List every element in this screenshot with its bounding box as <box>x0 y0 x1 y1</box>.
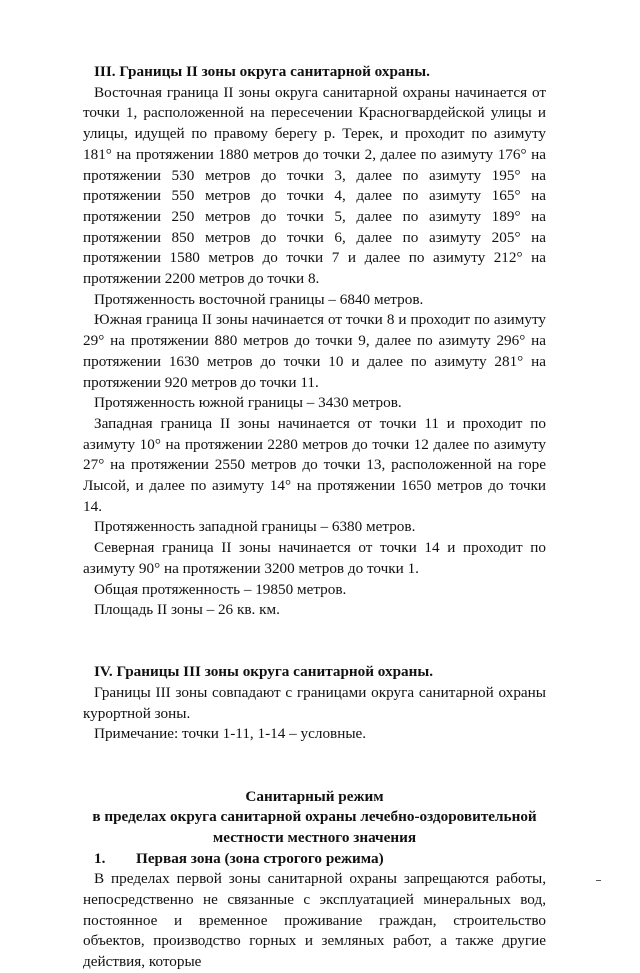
section-3-heading: III. Границы II зоны округа санитарной охраны. <box>94 63 430 80</box>
east-boundary-length: Протяженность восточной границы – 6840 метров. <box>94 290 424 308</box>
north-boundary-paragraph: Северная граница II зоны начинается от точки 14 и проходит по азимуту 90° на протяжении 3200 метров до точки 1. <box>83 539 546 577</box>
scan-mark <box>596 880 601 881</box>
west-boundary-paragraph: Западная граница II зоны начинается от точки 11 и проходит по азимуту 10° на протяжении 2280 метров до точки 12 далее по азимуту 27° на протяжении 2550 метров до точки 13, расположенной на горе Лысой, и далее по азимуту 14° на протяжении 1650 метров до точки 14. <box>83 414 546 515</box>
spacer <box>83 766 546 787</box>
total-length: Общая протяженность – 19850 метров. <box>94 580 347 598</box>
west-boundary-length: Протяженность западной границы – 6380 метров. <box>94 518 416 536</box>
section-4-note: Примечание: точки 1-11, 1-14 – условные. <box>94 725 367 743</box>
section-4-paragraph: Границы III зоны совпадают с границами округа санитарной охраны курортной зоны. <box>83 684 546 722</box>
regime-subtitle-line-2: местности местного значения <box>212 828 417 846</box>
spacer <box>83 642 546 663</box>
regime-title: Санитарный режим <box>245 787 384 805</box>
regime-subtitle-line-1: в пределах округа санитарной охраны лечебно-оздоровительной <box>92 808 537 826</box>
section-4-heading: IV. Границы III зоны округа санитарной охраны. <box>94 663 434 681</box>
zone-1-title: Первая зона (зона строгого режима) <box>136 849 384 867</box>
south-boundary-paragraph: Южная граница II зоны начинается от точки 8 и проходит по азимуту 29° на протяжении 880 метров до точки 9, далее по азимуту 296° на протяжении 1630 метров до точки 10 и далее по азимуту 281° на протяжении 920 метров до точки 11. <box>83 311 546 391</box>
south-boundary-length: Протяженность южной границы – 3430 метров. <box>94 394 402 412</box>
east-boundary-paragraph: Восточная граница II зоны округа санитарной охраны начинается от точки 1, расположенной на пересечении Красногвардейской улицы и улицы, идущей по правому берегу р. Терек, и проходит по азимуту 181° на протяжении 1880 метров до точки 2, далее по азимуту 176° на протяжении 530 метров до точки 3, далее по азимуту 195° на протяжении 550 метров до точки 4, далее по азимуту 165° на протяжении 250 метров до точки 5, далее по азимуту 189° на протяжении 850 метров до точки 6, далее по азимуту 205° на протяжении 1580 метров до точки 7 и далее по азимуту 212° на протяжении 2200 метров до точки 8. <box>83 83 546 288</box>
zone-1-heading <box>83 849 546 870</box>
zone-1-number: 1. <box>94 849 106 867</box>
document-body <box>83 62 546 973</box>
zone-2-area: Площадь II зоны – 26 кв. км. <box>94 601 280 619</box>
zone-1-paragraph: В пределах первой зоны санитарной охраны запрещаются работы, непосредственно не связанные с эксплуатацией минеральных вод, постоянное и временное проживание граждан, строительство объектов, производство горных и земляных работ, а также другие действия, которые <box>83 870 546 971</box>
spacer <box>83 745 546 766</box>
spacer <box>83 621 546 642</box>
